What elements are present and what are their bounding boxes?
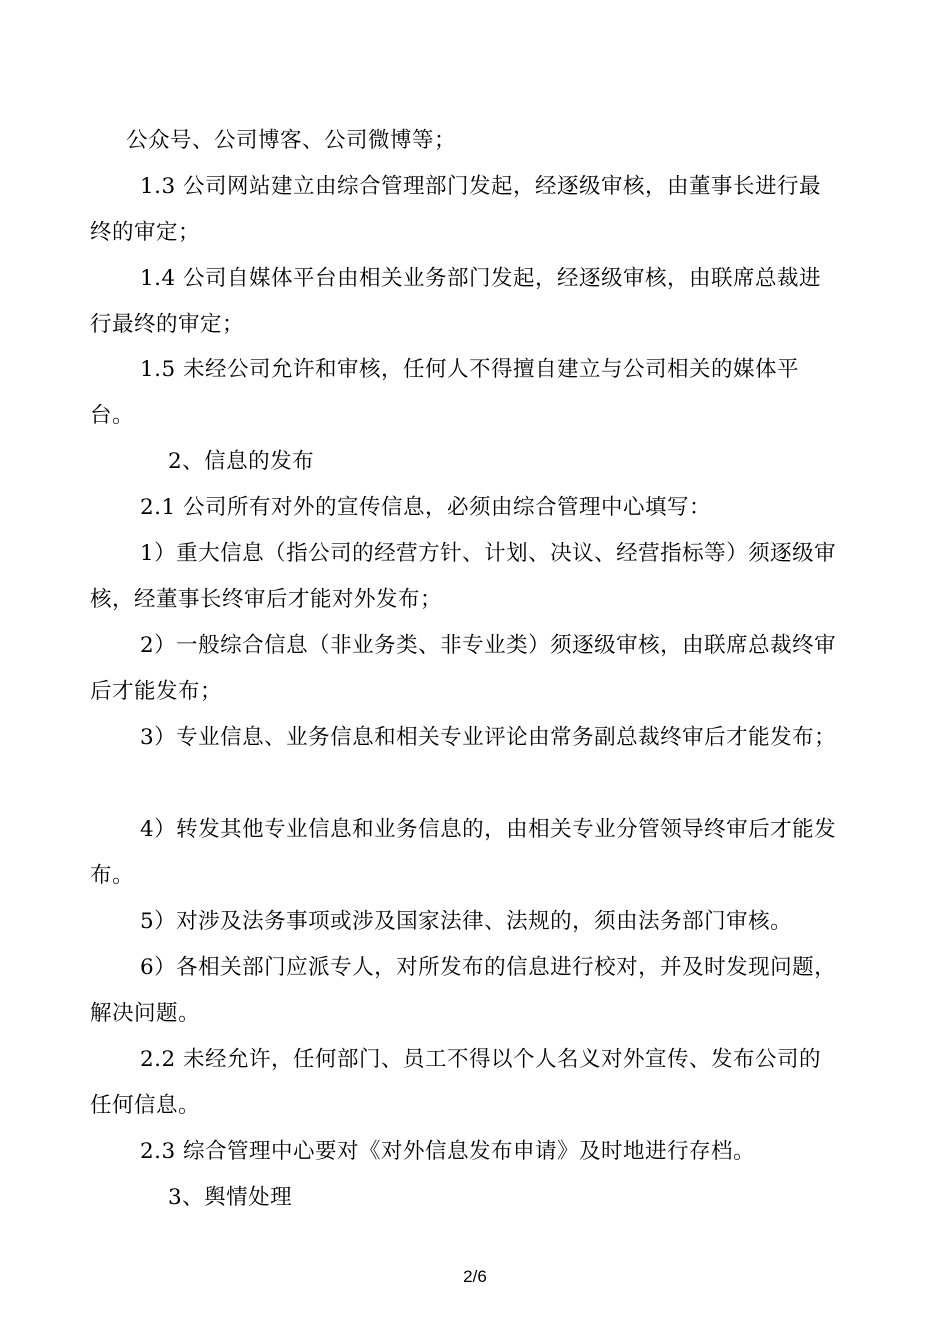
- paragraph-2-1: 2.1 公司所有对外的宣传信息，必须由综合管理中心填写：: [140, 495, 712, 520]
- paragraph-continuation: 公众号、公司博客、公司微博等；: [126, 128, 457, 153]
- list-item-4: 4）转发其他专业信息和业务信息的，由相关专业分管领导终审后才能发布。: [90, 817, 837, 888]
- paragraph-2-2: 2.2 未经允许，任何部门、员工不得以个人名义对外宣传、发布公司的任何信息。: [90, 1047, 822, 1118]
- list-item-3: 3）专业信息、业务信息和相关专业评论由常务副总裁终审后才能发布；: [140, 725, 837, 750]
- list-item-5: 5）对涉及法务事项或涉及国家法律、法规的，须由法务部门审核。: [140, 909, 793, 934]
- section-heading-3: 3、舆情处理: [168, 1185, 293, 1210]
- paragraph-1-3: 1.3 公司网站建立由综合管理部门发起，经逐级审核，由董事长进行最终的审定；: [90, 174, 822, 245]
- list-item-2: 2）一般综合信息（非业务类、非专业类）须逐级审核，由联席总裁终审后才能发布；: [90, 633, 837, 704]
- paragraph-1-4: 1.4 公司自媒体平台由相关业务部门发起，经逐级审核，由联席总裁进行最终的审定；: [90, 266, 822, 337]
- paragraph-1-5: 1.5 未经公司允许和审核，任何人不得擅自建立与公司相关的媒体平台。: [90, 357, 800, 428]
- list-item-6: 6）各相关部门应派专人，对所发布的信息进行校对，并及时发现问题，解决问题。: [90, 955, 837, 1026]
- page-number: 2/6: [463, 1267, 487, 1286]
- section-heading-2: 2、信息的发布: [168, 449, 315, 474]
- list-item-1: 1）重大信息（指公司的经营方针、计划、决议、经营指标等）须逐级审核，经董事长终审后才能对外发布；: [90, 541, 837, 612]
- paragraph-2-3: 2.3 综合管理中心要对《对外信息发布申请》及时地进行存档。: [140, 1139, 756, 1164]
